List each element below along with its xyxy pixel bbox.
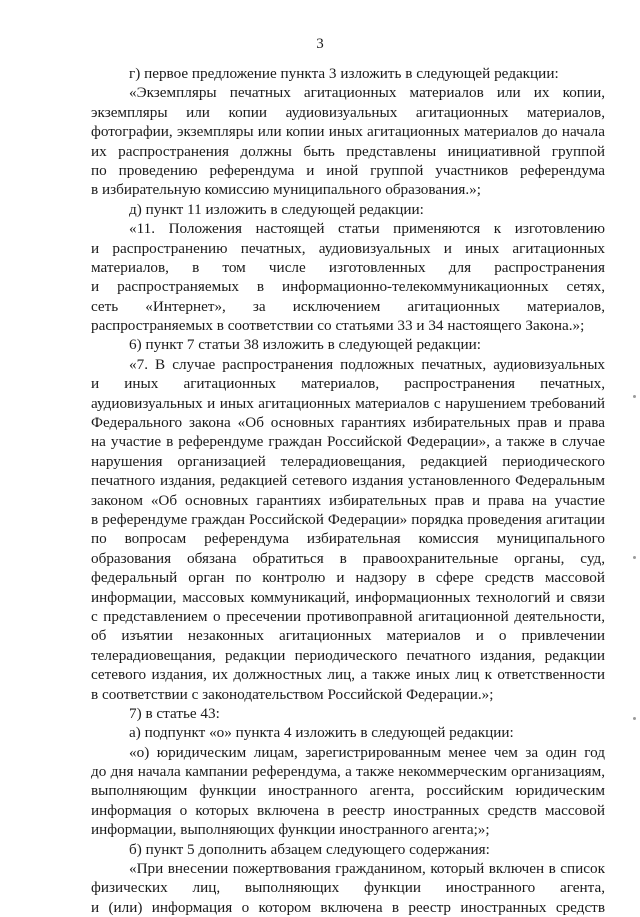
text-line: материалов, в том числе изготовленных для распространения <box>91 258 605 276</box>
text-line: а) подпункт «о» пункта 4 изложить в следующей редакции: <box>129 724 514 742</box>
text-line: 6) пункт 7 статьи 38 изложить в следующей редакции: <box>129 336 482 354</box>
text-line: нарушения организацией телерадиовещания, редакцией периодического <box>91 452 605 470</box>
text-line: физических лиц, выполняющих функции иностранного агента, <box>91 879 605 897</box>
text-line: с представлением о пресечении противоправной агитационной деятельности, <box>91 607 605 625</box>
text-line: и (или) информация о котором включена в реестр иностранных средств <box>91 898 605 916</box>
page-number: 3 <box>316 36 324 52</box>
text-line: 7) в статье 43: <box>129 704 220 722</box>
text-line: и иных агитационных материалов, распространения печатных, <box>91 375 605 393</box>
text-line: выполняющим функции иностранного агента, российским юридическим <box>91 782 605 800</box>
text-line: телерадиовещания, редакции периодического печатного издания, редакции <box>91 646 605 664</box>
text-line: и распространяемых в информационно-телекоммуникационных сетях, <box>91 278 605 296</box>
text-line: «При внесении пожертвования гражданином, который включен в список <box>129 860 605 878</box>
text-line: образования обязана обратиться в правоохранительные органы, суд, <box>91 549 605 567</box>
text-line: их распространения должны быть представлены инициативной группой <box>91 142 605 160</box>
text-line: по вопросам референдума избирательная комиссия муниципального <box>91 530 605 548</box>
text-line: аудиовизуальных и иных агитационных материалов с нарушением требований <box>91 394 605 412</box>
text-line: б) пункт 5 дополнить абзацем следующего содержания: <box>129 840 490 858</box>
text-line: до дня начала кампании референдума, а также некоммерческим организациям, <box>91 763 605 781</box>
scan-mark <box>633 395 636 398</box>
document-body <box>91 64 605 917</box>
text-line: по проведению референдума и иной группой участников референдума <box>91 161 605 179</box>
text-line: федеральный орган по контролю и надзору в сфере средств массовой <box>91 569 605 587</box>
text-line: г) первое предложение пункта 3 изложить в следующей редакции: <box>129 65 559 82</box>
text-line: информации, массовых коммуникаций, информационных технологий и связи <box>91 588 605 606</box>
text-line: информация о которых включена в реестр иностранных средств массовой <box>91 801 605 819</box>
text-line: в соответствии с законодательством Российской Федерации.»; <box>91 685 494 703</box>
text-line: в избирательную комиссию муниципального образования.»; <box>91 181 481 199</box>
text-line: экземпляры или копии аудиовизуальных агитационных материалов, <box>91 103 605 121</box>
text-line: распространяемых в соответствии со статьями 33 и 34 настоящего Закона.»; <box>91 317 585 335</box>
text-line: «о) юридическим лицам, зарегистрированным менее чем за один год <box>129 743 605 761</box>
text-line: информации, выполняющих функции иностранного агента;»; <box>91 821 490 839</box>
scan-mark <box>633 556 636 559</box>
text-line: в референдуме граждан Российской Федерации» порядка проведения агитации <box>91 510 605 528</box>
text-line: законом «Об основных гарантиях избирательных прав и права на участие <box>91 491 605 509</box>
text-line: печатного издания, редакцией сетевого издания установленного Федеральным <box>91 472 605 490</box>
text-line: на участие в референдуме граждан Российской Федерации», а также в случае <box>91 433 605 451</box>
text-line: «11. Положения настоящей статьи применяются к изготовлению <box>129 220 605 238</box>
text-line: сеть «Интернет», за исключением агитационных материалов, <box>91 297 605 315</box>
text-line: «7. В случае распространения подложных печатных, аудиовизуальных <box>129 355 605 373</box>
text-line: об изъятии незаконных агитационных материалов и о привлечении <box>91 627 605 645</box>
text-line: «Экземпляры печатных агитационных материалов или их копии, <box>129 84 605 102</box>
text-line: фотографии, экземпляры или копии иных агитационных материалов до начала <box>91 123 605 141</box>
scan-mark <box>633 717 636 720</box>
text-line: и распространению печатных, аудиовизуальных и иных агитационных <box>91 239 605 257</box>
text-line: сетевого издания, их должностных лиц, а также иных лиц к ответственности <box>91 666 605 684</box>
text-line: д) пункт 11 изложить в следующей редакции: <box>129 200 424 218</box>
text-line: Федерального закона «Об основных гарантиях избирательных прав и права <box>91 414 605 432</box>
